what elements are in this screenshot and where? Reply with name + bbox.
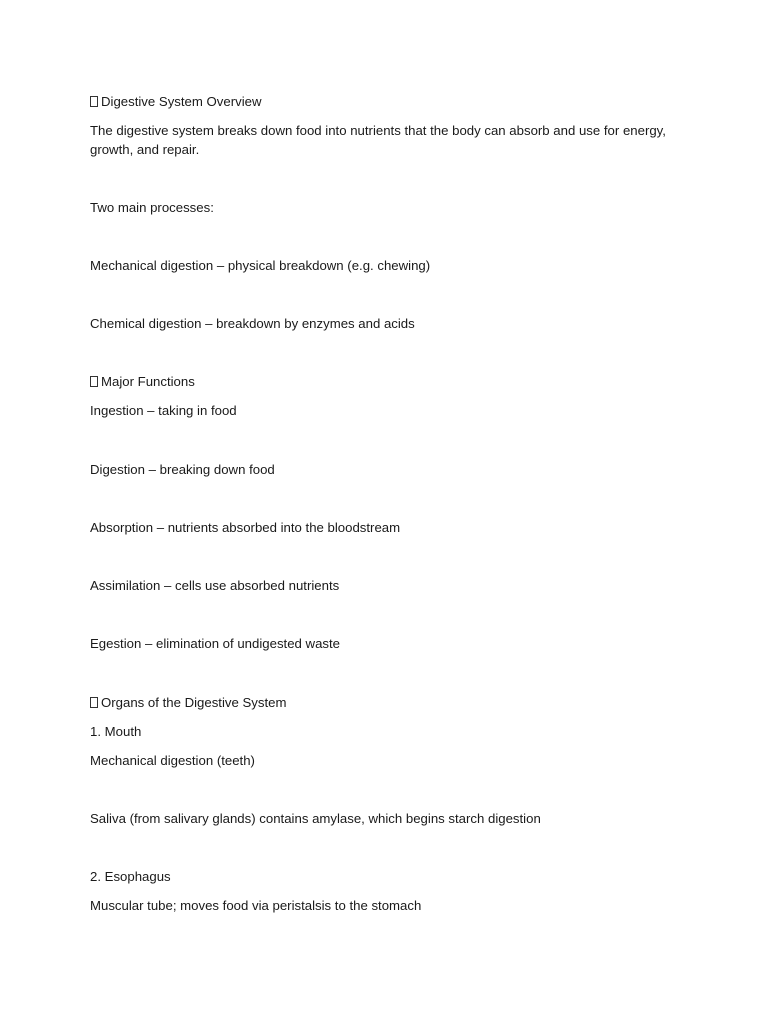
organ-title-esophagus: 2. Esophagus	[90, 869, 171, 884]
organ-title-mouth: 1. Mouth	[90, 724, 142, 739]
missing-glyph-icon	[90, 697, 98, 708]
functions-heading: Major Functions	[90, 373, 195, 391]
function-item: Assimilation – cells use absorbed nutrients	[90, 578, 340, 593]
missing-glyph-icon	[90, 376, 98, 387]
missing-glyph-icon	[90, 96, 98, 107]
function-item: Absorption – nutrients absorbed into the bloodstream	[90, 520, 401, 535]
organ-point: Mechanical digestion (teeth)	[90, 753, 255, 768]
overview-intro: The digestive system breaks down food into nutrients that the body can absorb and use for energy, growth, and repair.	[90, 123, 666, 157]
function-item: Egestion – elimination of undigested waste	[90, 636, 340, 651]
overview-heading: Digestive System Overview	[90, 93, 262, 111]
processes-label: Two main processes:	[90, 200, 214, 215]
organ-point: Saliva (from salivary glands) contains amylase, which begins starch digestion	[90, 811, 541, 826]
function-item: Ingestion – taking in food	[90, 403, 237, 418]
function-item: Digestion – breaking down food	[90, 462, 275, 477]
process-item: Mechanical digestion – physical breakdown (e.g. chewing)	[90, 258, 431, 273]
organ-point: Muscular tube; moves food via peristalsis to the stomach	[90, 898, 422, 913]
process-item: Chemical digestion – breakdown by enzymes and acids	[90, 316, 415, 331]
organs-heading: Organs of the Digestive System	[90, 694, 286, 712]
